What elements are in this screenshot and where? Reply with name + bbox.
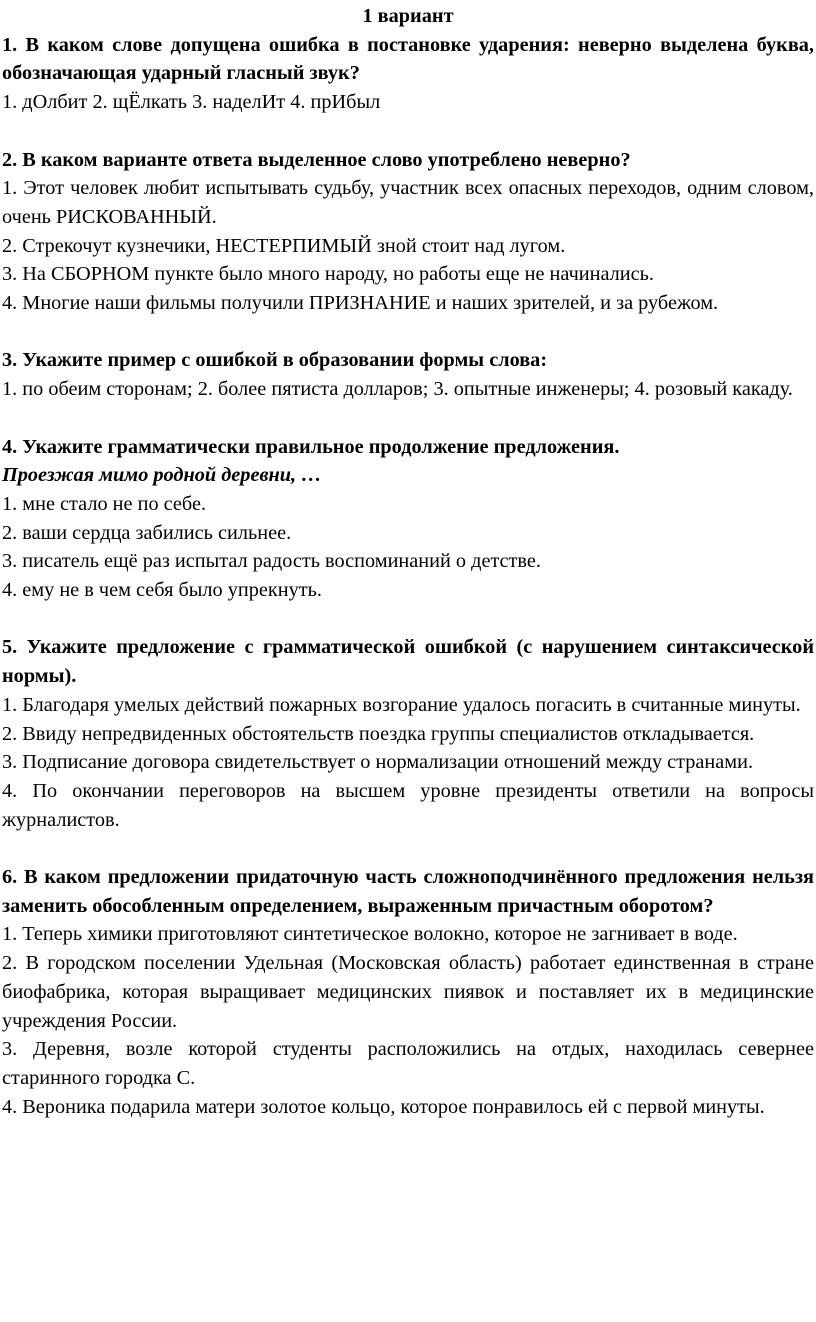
question-5-option-1: 1. Благодаря умелых действий пожарных возгорание удалось погасить в считанные минуты. [2, 693, 801, 716]
question-6-option-4: 4. Вероника подарила матери золотое кольцо, которое понравилось ей с первой минуты. [2, 1095, 765, 1118]
question-3-options: 1. по обеим сторонам; 2. более пятиста долларов; 3. опытные инженеры; 4. розовый какаду. [2, 378, 793, 401]
question-4-option-2: 2. ваши сердца забились сильнее. [2, 521, 292, 544]
question-6 [2, 863, 814, 1121]
question-1-options: 1. дОлбит 2. щЁлкать 3. наделИт 4. прИбыл [2, 91, 381, 114]
question-2-option-4: 4. Многие наши фильмы получили ПРИЗНАНИЕ и наших зрителей, и за рубежом. [2, 292, 719, 315]
question-1 [2, 31, 814, 117]
question-2-title: 2. В каком варианте ответа выделенное слово употреблено неверно? [2, 148, 631, 171]
question-6-title: 6. В каком предложении придаточную часть сложноподчинённого предложения нельзя заменить обособленным определением, выраженным причастным оборотом? [2, 866, 814, 917]
question-1-title: 1. В каком слове допущена ошибка в постановке ударения: неверно выделена буква, обозначающая ударный гласный звук? [2, 33, 814, 85]
question-2-option-3: 3. На СБОРНОМ пункте было много народу, но работы еще не начинались. [2, 263, 654, 286]
question-4-title: 4. Укажите грамматически правильное продолжение предложения. [2, 435, 620, 458]
question-3 [2, 346, 814, 403]
question-5-option-4: 4. По окончании переговоров на высшем уровне президенты ответили на вопросы журналистов. [2, 779, 814, 831]
question-3-title: 3. Укажите пример с ошибкой в образовании формы слова: [2, 349, 548, 372]
question-5-option-3: 3. Подписание договора свидетельствует о нормализации отношений между странами. [2, 751, 754, 774]
question-4-option-3: 3. писатель ещё раз испытал радость воспоминаний о детстве. [2, 550, 541, 573]
question-6-option-3: 3. Деревня, возле которой студенты расположились на отдых, находилась севернее старинного городка С. [2, 1038, 814, 1089]
question-6-option-1: 1. Теперь химики приготовляют синтетическое волокно, которое не загнивает в воде. [2, 923, 738, 946]
question-4 [2, 433, 814, 605]
question-2 [2, 146, 814, 318]
question-5 [2, 633, 814, 834]
question-5-option-2: 2. Ввиду непредвиденных обстоятельств поездка группы специалистов откладывается. [2, 722, 755, 745]
question-2-option-2: 2. Стрекочут кузнечики, НЕСТЕРПИМЫЙ зной стоит над лугом. [2, 234, 566, 257]
question-5-title: 5. Укажите предложение с грамматической ошибкой (с нарушением синтаксической нормы). [2, 636, 814, 688]
question-4-option-4: 4. ему не в чем себя было упрекнуть. [2, 579, 322, 602]
question-4-prompt: Проезжая мимо родной деревни, … [2, 464, 322, 487]
variant-title: 1 вариант [362, 5, 454, 27]
question-6-option-2: 2. В городском поселении Удельная (Московская область) работает единственная в стране биофабрика, которая выращивает медицинских пиявок и поставляет их в медицинские учреждения России. [2, 952, 814, 1032]
question-2-option-1: 1. Этот человек любит испытывать судьбу, участник всех опасных переходов, одним словом, очень РИСКОВАННЫЙ. [2, 177, 814, 228]
question-4-option-1: 1. мне стало не по себе. [2, 492, 207, 515]
